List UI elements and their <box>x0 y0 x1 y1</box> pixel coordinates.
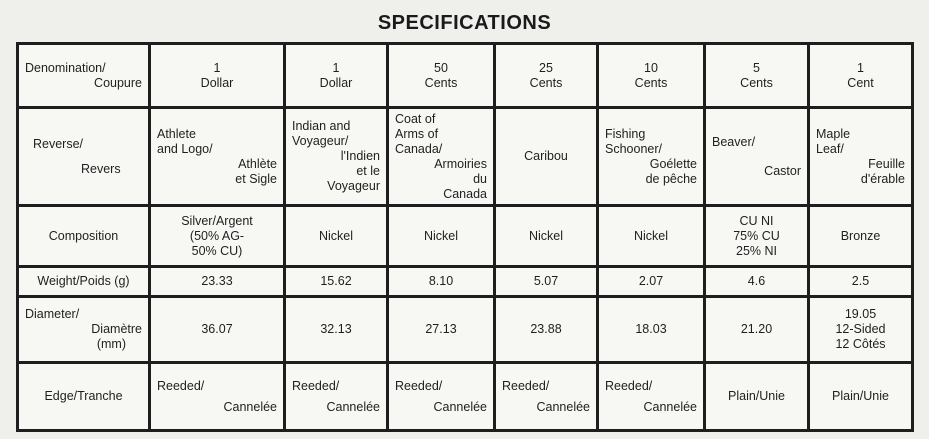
header-line: Diamètre <box>91 322 142 336</box>
cell-line: Voyageur <box>327 179 380 193</box>
weight-cell: 2.07 <box>598 267 705 297</box>
cell-line: Cents <box>740 75 773 90</box>
cell-line: Canada/ <box>395 141 443 156</box>
weight-cell: 5.07 <box>495 267 598 297</box>
cell-line: Nickel <box>423 228 459 243</box>
row-header-composition: Composition <box>18 206 150 267</box>
cell-line: 32.13 <box>320 322 352 336</box>
cell-line: Beaver/ <box>712 134 756 149</box>
cell-line: 1 <box>332 60 340 75</box>
cell-line: Cannelée <box>223 399 277 414</box>
edge-cell <box>809 363 913 431</box>
cell-line: (50% AG- <box>189 228 245 243</box>
header-line: (mm) <box>96 337 126 351</box>
cell-line: Reeded/ <box>292 378 340 393</box>
page-title: SPECIFICATIONS <box>377 12 552 34</box>
header-line: Denomination/ <box>25 60 106 75</box>
row-header-diameter <box>18 297 150 363</box>
denomination-cell <box>388 44 495 108</box>
cell-line: 18.03 <box>635 322 667 336</box>
cell-line: and Logo/ <box>157 141 213 156</box>
cell-line: Plain/Unie <box>728 389 785 403</box>
cell-line: du <box>473 171 487 186</box>
composition-cell <box>495 206 598 267</box>
cell-line: 36.07 <box>201 322 233 336</box>
cell-line: Reeded/ <box>157 378 205 393</box>
diameter-cell <box>809 297 913 363</box>
reverse-cell <box>150 108 285 206</box>
weight-cell: 23.33 <box>150 267 285 297</box>
reverse-cell <box>285 108 388 206</box>
cell-line: 27.13 <box>425 322 457 336</box>
cell-line: Caribou <box>524 149 568 163</box>
composition-cell <box>598 206 705 267</box>
cell-line: Nickel <box>633 228 669 243</box>
specifications-table <box>16 42 914 432</box>
composition-cell <box>809 206 913 267</box>
reverse-cell <box>598 108 705 206</box>
cell-line: 25% NI <box>736 243 777 258</box>
cell-line: Bronze <box>840 228 881 243</box>
cell-line: Coat of <box>395 111 436 126</box>
cell-line: Arms of <box>395 126 439 141</box>
edge-cell <box>285 363 388 431</box>
cell-line: Armoiries <box>434 156 487 171</box>
cell-line: Canada <box>443 186 487 201</box>
cell-line: 10 <box>644 60 658 75</box>
cell-line: Cannelée <box>536 399 590 414</box>
cell-line: Leaf/ <box>816 141 844 156</box>
cell-line: Indian and <box>292 119 351 133</box>
composition-cell <box>388 206 495 267</box>
row-header-reverse <box>18 108 150 206</box>
cell-line: Schooner/ <box>605 141 662 156</box>
cell-line: Feuille <box>868 156 905 171</box>
cell-line: Dollar <box>319 75 353 90</box>
cell-line: Voyageur/ <box>292 134 349 148</box>
cell-line: Athlete <box>157 126 196 141</box>
composition-cell <box>285 206 388 267</box>
header-line: Diameter/ <box>25 307 80 321</box>
diameter-cell <box>705 297 809 363</box>
cell-line: CU NI <box>739 213 774 228</box>
cell-line: 75% CU <box>733 228 780 243</box>
edge-cell <box>705 363 809 431</box>
denomination-cell <box>495 44 598 108</box>
row-header-edge: Edge/Tranche <box>18 363 150 431</box>
cell-line: Dollar <box>200 75 234 90</box>
diameter-cell <box>285 297 388 363</box>
cell-line: 50% CU) <box>191 243 243 258</box>
composition-cell <box>705 206 809 267</box>
edge-cell <box>150 363 285 431</box>
row-header-denomination <box>18 44 150 108</box>
table-row-diameter <box>18 297 913 363</box>
denomination-cell <box>705 44 809 108</box>
reverse-cell <box>705 108 809 206</box>
cell-line: 19.05 <box>844 307 877 321</box>
cell-line: 25 <box>539 60 553 75</box>
diameter-cell <box>495 297 598 363</box>
table-row-weight <box>18 267 913 297</box>
cell-line: Silver/Argent <box>181 213 253 228</box>
reverse-cell <box>495 108 598 206</box>
cell-line: 12-Sided <box>835 322 886 336</box>
composition-cell <box>150 206 285 267</box>
denomination-cell <box>285 44 388 108</box>
denomination-cell <box>809 44 913 108</box>
cell-line: Cents <box>634 75 668 90</box>
edge-cell <box>388 363 495 431</box>
header-line: Coupure <box>94 75 142 90</box>
cell-line: Cannelée <box>433 399 487 414</box>
cell-line: 5 <box>753 60 760 75</box>
cell-line: l'Indien <box>340 149 380 163</box>
cell-line: Castor <box>764 163 801 178</box>
reverse-cell <box>809 108 913 206</box>
weight-cell: 4.6 <box>705 267 809 297</box>
cell-line: Reeded/ <box>502 378 550 393</box>
header-line: Reverse/ <box>33 136 84 151</box>
weight-cell: 8.10 <box>388 267 495 297</box>
cell-line: Cents <box>529 75 563 90</box>
cell-line: Goélette <box>649 156 697 171</box>
denomination-cell <box>150 44 285 108</box>
cell-line: et Sigle <box>235 171 277 186</box>
header-line: Revers <box>81 161 121 176</box>
cell-line: Cannelée <box>326 399 380 414</box>
row-header-weight: Weight/Poids (g) <box>18 267 150 297</box>
cell-line: Cannelée <box>643 399 697 414</box>
cell-line: Reeded/ <box>605 378 653 393</box>
diameter-cell <box>598 297 705 363</box>
table-row-composition <box>18 206 913 267</box>
cell-line: et le <box>356 164 380 178</box>
cell-line: 12 Côtés <box>835 337 886 351</box>
cell-line: Cents <box>424 75 458 90</box>
cell-line: Plain/Unie <box>832 389 889 403</box>
cell-line: Maple <box>816 126 851 141</box>
cell-line: d'érable <box>860 171 905 186</box>
diameter-cell <box>150 297 285 363</box>
edge-cell <box>598 363 705 431</box>
cell-line: 1 <box>213 60 221 75</box>
cell-line: 50 <box>434 60 448 75</box>
cell-line: Fishing <box>605 126 646 141</box>
reverse-cell <box>388 108 495 206</box>
weight-cell: 15.62 <box>285 267 388 297</box>
diameter-cell <box>388 297 495 363</box>
table-row-denomination <box>18 44 913 108</box>
denomination-cell <box>598 44 705 108</box>
cell-line: de pêche <box>645 171 697 186</box>
table-row-reverse <box>18 108 913 206</box>
cell-line: Nickel <box>528 228 564 243</box>
cell-line: Reeded/ <box>395 378 443 393</box>
cell-line: Athlète <box>238 156 277 171</box>
cell-line: Cent <box>847 75 874 90</box>
edge-cell <box>495 363 598 431</box>
cell-line: Nickel <box>318 228 354 243</box>
cell-line: 21.20 <box>740 322 773 336</box>
weight-cell: 2.5 <box>809 267 913 297</box>
table-row-edge <box>18 363 913 431</box>
cell-line: 23.88 <box>530 322 562 336</box>
cell-line: 1 <box>857 60 864 75</box>
